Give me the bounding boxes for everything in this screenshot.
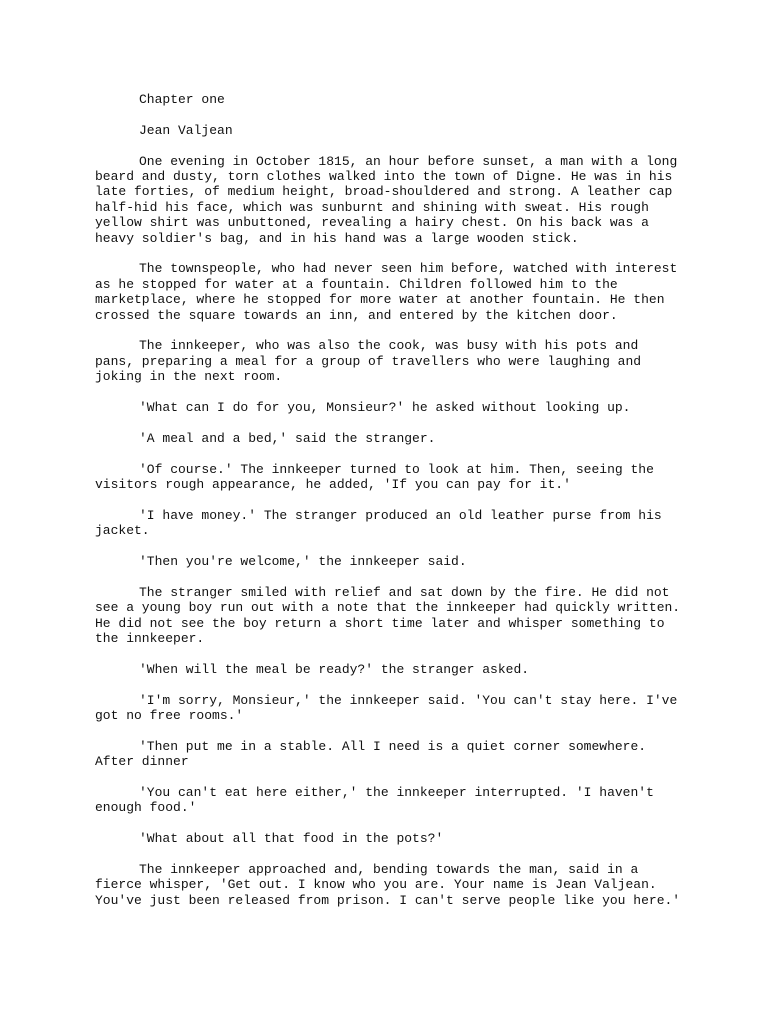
section-title: Jean Valjean (139, 122, 233, 138)
paragraph: 'When will the meal be ready?' the stranger asked. (139, 661, 530, 677)
paragraph: The innkeeper approached and, bending towards the man, said in a fierce whisper, 'Get out. I know who you are. Your name is Jean Valjean. You've just been released from prison. I can't serve people like you here.' (95, 862, 681, 908)
paragraph: The stranger smiled with relief and sat down by the fire. He did not see a young boy run out with a note that the innkeeper had quickly written. He did not see the boy return a short time later and whisper something to the innkeeper. (95, 584, 681, 647)
paragraph: 'Then you're welcome,' the innkeeper said. (139, 554, 467, 570)
paragraph: 'What can I do for you, Monsieur?' he asked without looking up. (139, 400, 631, 416)
paragraph: One evening in October 1815, an hour before sunset, a man with a long beard and dusty, torn clothes walked into the town of Digne. He was in his late forties, of medium height, broad-shouldered and strong. A leather cap half-hid his face, which was sunburnt and shining with sweat. His rough yellow shirt was unbuttoned, revealing a hairy chest. On his back was a heavy soldier's bag, and in his hand was a large wooden stick. (95, 153, 678, 246)
paragraph: The innkeeper, who was also the cook, was busy with his pots and pans, preparing a meal for a group of travellers who were laughing and joking in the next room. (95, 338, 642, 385)
paragraph: The townspeople, who had never seen him before, watched with interest as he stopped for water at a fountain. Children followed him to the marketplace, where he stopped for more water at another fountain. He then crossed the square towards an inn, and entered by the kitchen door. (95, 261, 678, 323)
paragraph: 'Of course.' The innkeeper turned to look at him. Then, seeing the visitors rough appearance, he added, 'If you can pay for it.' (95, 461, 654, 493)
paragraph: 'A meal and a bed,' said the stranger. (139, 430, 436, 446)
paragraph: 'You can't eat here either,' the innkeeper interrupted. 'I haven't enough food.' (95, 785, 654, 816)
paragraph: 'What about all that food in the pots?' (139, 831, 444, 847)
paragraph: 'Then put me in a stable. All I need is a quiet corner somewhere. After dinner (95, 738, 647, 770)
chapter-heading: Chapter one (139, 92, 225, 107)
paragraph: 'I'm sorry, Monsieur,' the innkeeper said. 'You can't stay here. I've got no free rooms.' (95, 692, 678, 724)
document-page (95, 92, 685, 924)
paragraph: 'I have money.' The stranger produced an old leather purse from his jacket. (95, 507, 662, 539)
